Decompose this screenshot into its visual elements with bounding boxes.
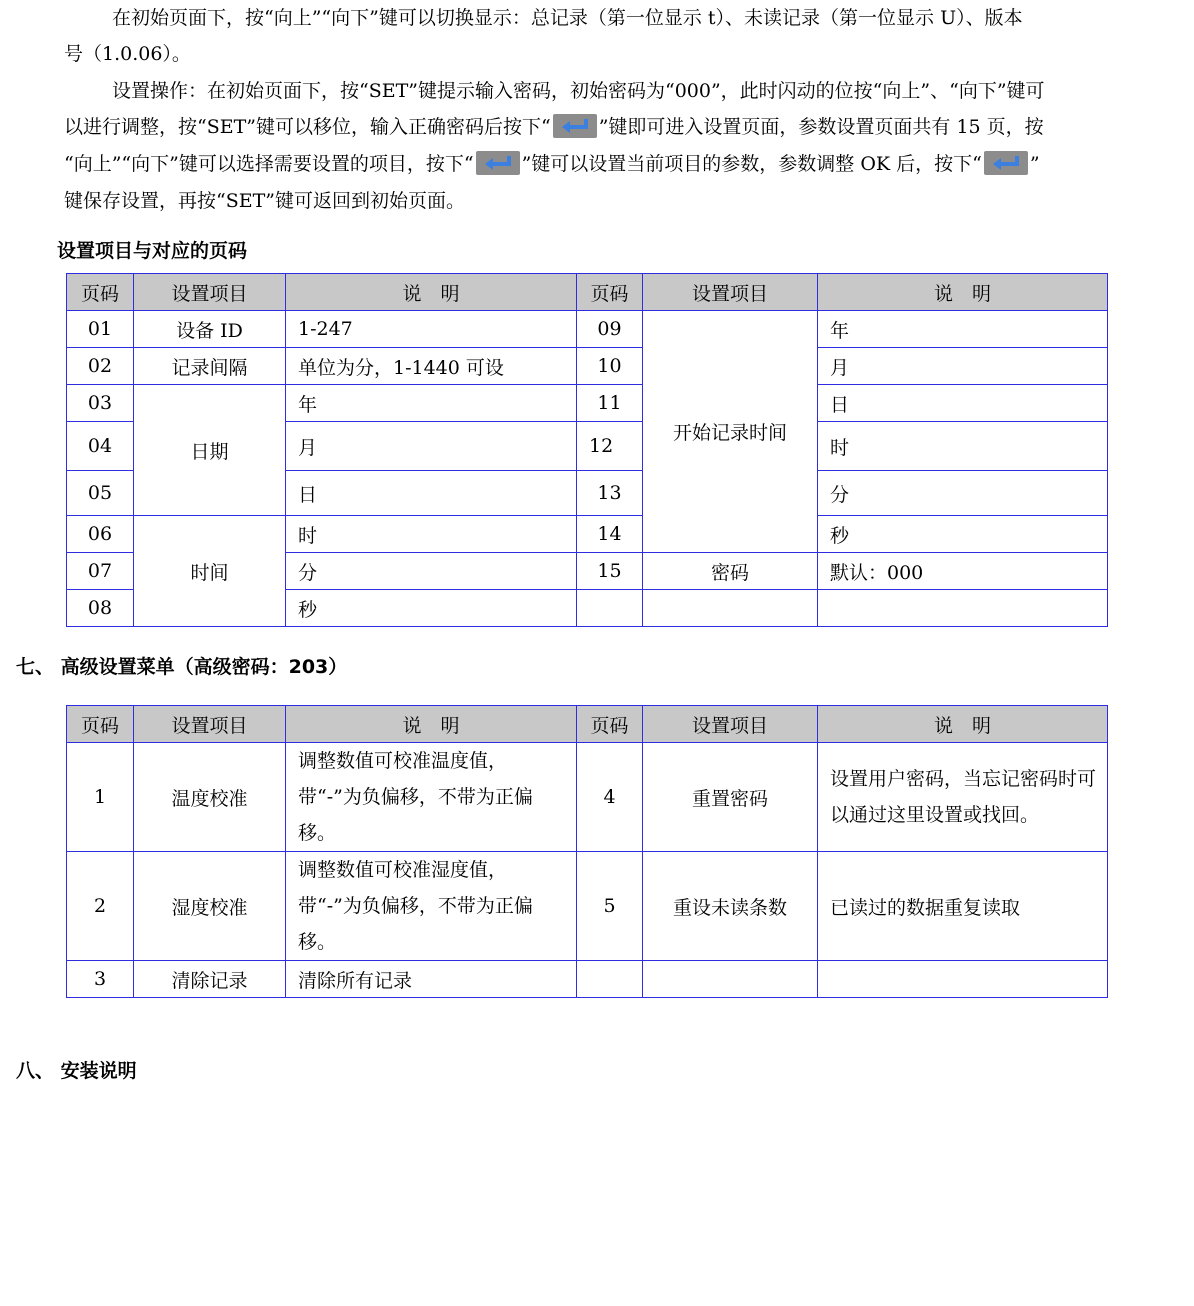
- page-cell: 4: [577, 743, 643, 852]
- enter-key-icon: [553, 114, 597, 138]
- header-item: 设置项目: [643, 274, 818, 311]
- table-row: [67, 743, 1108, 852]
- page-cell: 01: [67, 311, 134, 348]
- desc-cell: 时: [286, 516, 577, 553]
- advanced-settings-table: [66, 705, 1108, 998]
- desc-cell: 年: [818, 311, 1108, 348]
- item-cell: 湿度校准: [134, 852, 286, 961]
- header-desc: 说 明: [818, 706, 1108, 743]
- desc-cell: 清除所有记录: [286, 961, 577, 998]
- intro-line-4-part-b: ”键即可进入设置页面，参数设置页面共有 15 页，按: [598, 116, 1044, 138]
- item-cell: 重设未读条数: [643, 852, 818, 961]
- header-item: 设置项目: [134, 274, 286, 311]
- desc-cell: 年: [286, 385, 577, 422]
- desc-cell: 调整数值可校准温度值，带“-”为负偏移，不带为正偏移。: [286, 743, 577, 852]
- page-cell: [577, 590, 643, 627]
- table-header-row: [67, 274, 1108, 311]
- header-desc: 说 明: [286, 274, 577, 311]
- page-cell: 03: [67, 385, 134, 422]
- header-item: 设置项目: [643, 706, 818, 743]
- page-cell: 08: [67, 590, 134, 627]
- table-row: [67, 852, 1108, 961]
- item-cell: [643, 961, 818, 998]
- desc-cell: 秒: [818, 516, 1108, 553]
- desc-cell: 月: [286, 422, 577, 471]
- intro-line-1: 在初始页面下，按“向上”“向下”键可以切换显示：总记录（第一位显示 t）、未读记录（第一位显示 U）、版本: [112, 7, 1023, 29]
- desc-cell: 已读过的数据重复读取: [818, 852, 1108, 961]
- enter-key-icon: [476, 151, 520, 175]
- page-cell: 06: [67, 516, 134, 553]
- desc-cell: 分: [818, 471, 1108, 516]
- desc-cell: [818, 961, 1108, 998]
- item-cell: 密码: [643, 553, 818, 590]
- intro-line-4-part-a: 以进行调整，按“SET”键可以移位，输入正确密码后按下“: [64, 116, 551, 138]
- section-8-heading: 八、 安装说明: [16, 1060, 137, 1082]
- header-item: 设置项目: [134, 706, 286, 743]
- settings-page-table: [66, 273, 1108, 627]
- intro-line-3: 设置操作：在初始页面下，按“SET”键提示输入密码，初始密码为“000”，此时闪动的位按“向上”、“向下”键可: [112, 80, 1045, 102]
- page-cell: 3: [67, 961, 134, 998]
- intro-line-2: 号（1.0.06）。: [64, 43, 191, 65]
- page-cell: 10: [577, 348, 643, 385]
- page-cell: 04: [67, 422, 134, 471]
- page-cell: 09: [577, 311, 643, 348]
- desc-cell: 日: [818, 385, 1108, 422]
- desc-cell: 调整数值可校准湿度值，带“-”为负偏移，不带为正偏移。: [286, 852, 577, 961]
- item-cell: 重置密码: [643, 743, 818, 852]
- desc-cell: 默认：000: [818, 553, 1108, 590]
- page-cell: [577, 961, 643, 998]
- page-cell: 12: [577, 422, 643, 471]
- table1-title: 设置项目与对应的页码: [57, 240, 248, 262]
- item-cell: 温度校准: [134, 743, 286, 852]
- page-cell: 13: [577, 471, 643, 516]
- desc-cell: 日: [286, 471, 577, 516]
- intro-line-5-part-c: ”: [1029, 153, 1040, 175]
- page-cell: 14: [577, 516, 643, 553]
- header-page: 页码: [67, 274, 134, 311]
- header-desc: 说 明: [286, 706, 577, 743]
- table-header-row: [67, 706, 1108, 743]
- intro-line-4: [64, 109, 1044, 146]
- item-cell: 清除记录: [134, 961, 286, 998]
- desc-cell: 月: [818, 348, 1108, 385]
- item-cell-date: 日期: [134, 385, 286, 516]
- header-page: 页码: [577, 274, 643, 311]
- table-row: [67, 516, 1108, 553]
- table-row: [67, 311, 1108, 348]
- page-cell: 02: [67, 348, 134, 385]
- item-cell: 记录间隔: [134, 348, 286, 385]
- item-cell: 设备 ID: [134, 311, 286, 348]
- page-cell: 5: [577, 852, 643, 961]
- table-row: [67, 961, 1108, 998]
- desc-cell: 分: [286, 553, 577, 590]
- page-cell: 11: [577, 385, 643, 422]
- page-cell: 07: [67, 553, 134, 590]
- page-cell: 2: [67, 852, 134, 961]
- item-cell-start-time: 开始记录时间: [643, 311, 818, 553]
- enter-key-icon: [984, 151, 1028, 175]
- header-page: 页码: [67, 706, 134, 743]
- item-cell-time: 时间: [134, 516, 286, 627]
- header-desc: 说 明: [818, 274, 1108, 311]
- desc-cell: [818, 590, 1108, 627]
- desc-cell: 时: [818, 422, 1108, 471]
- table-row: [67, 385, 1108, 422]
- item-cell: [643, 590, 818, 627]
- page-cell: 15: [577, 553, 643, 590]
- intro-line-5-part-a: “向上”“向下”键可以选择需要设置的项目，按下“: [64, 153, 474, 175]
- page-cell: 1: [67, 743, 134, 852]
- desc-cell: 单位为分，1-1440 可设: [286, 348, 577, 385]
- header-page: 页码: [577, 706, 643, 743]
- desc-cell: 设置用户密码，当忘记密码时可以通过这里设置或找回。: [818, 743, 1108, 852]
- desc-cell: 1-247: [286, 311, 577, 348]
- table-row: [67, 348, 1108, 385]
- section-7-heading: 七、 高级设置菜单（高级密码：203）: [16, 656, 348, 678]
- intro-line-5-part-b: ”键可以设置当前项目的参数，参数调整 OK 后，按下“: [521, 153, 982, 175]
- desc-cell: 秒: [286, 590, 577, 627]
- page-cell: 05: [67, 471, 134, 516]
- intro-line-5: [64, 146, 1040, 183]
- intro-line-6: 键保存设置，再按“SET”键可返回到初始页面。: [64, 190, 465, 212]
